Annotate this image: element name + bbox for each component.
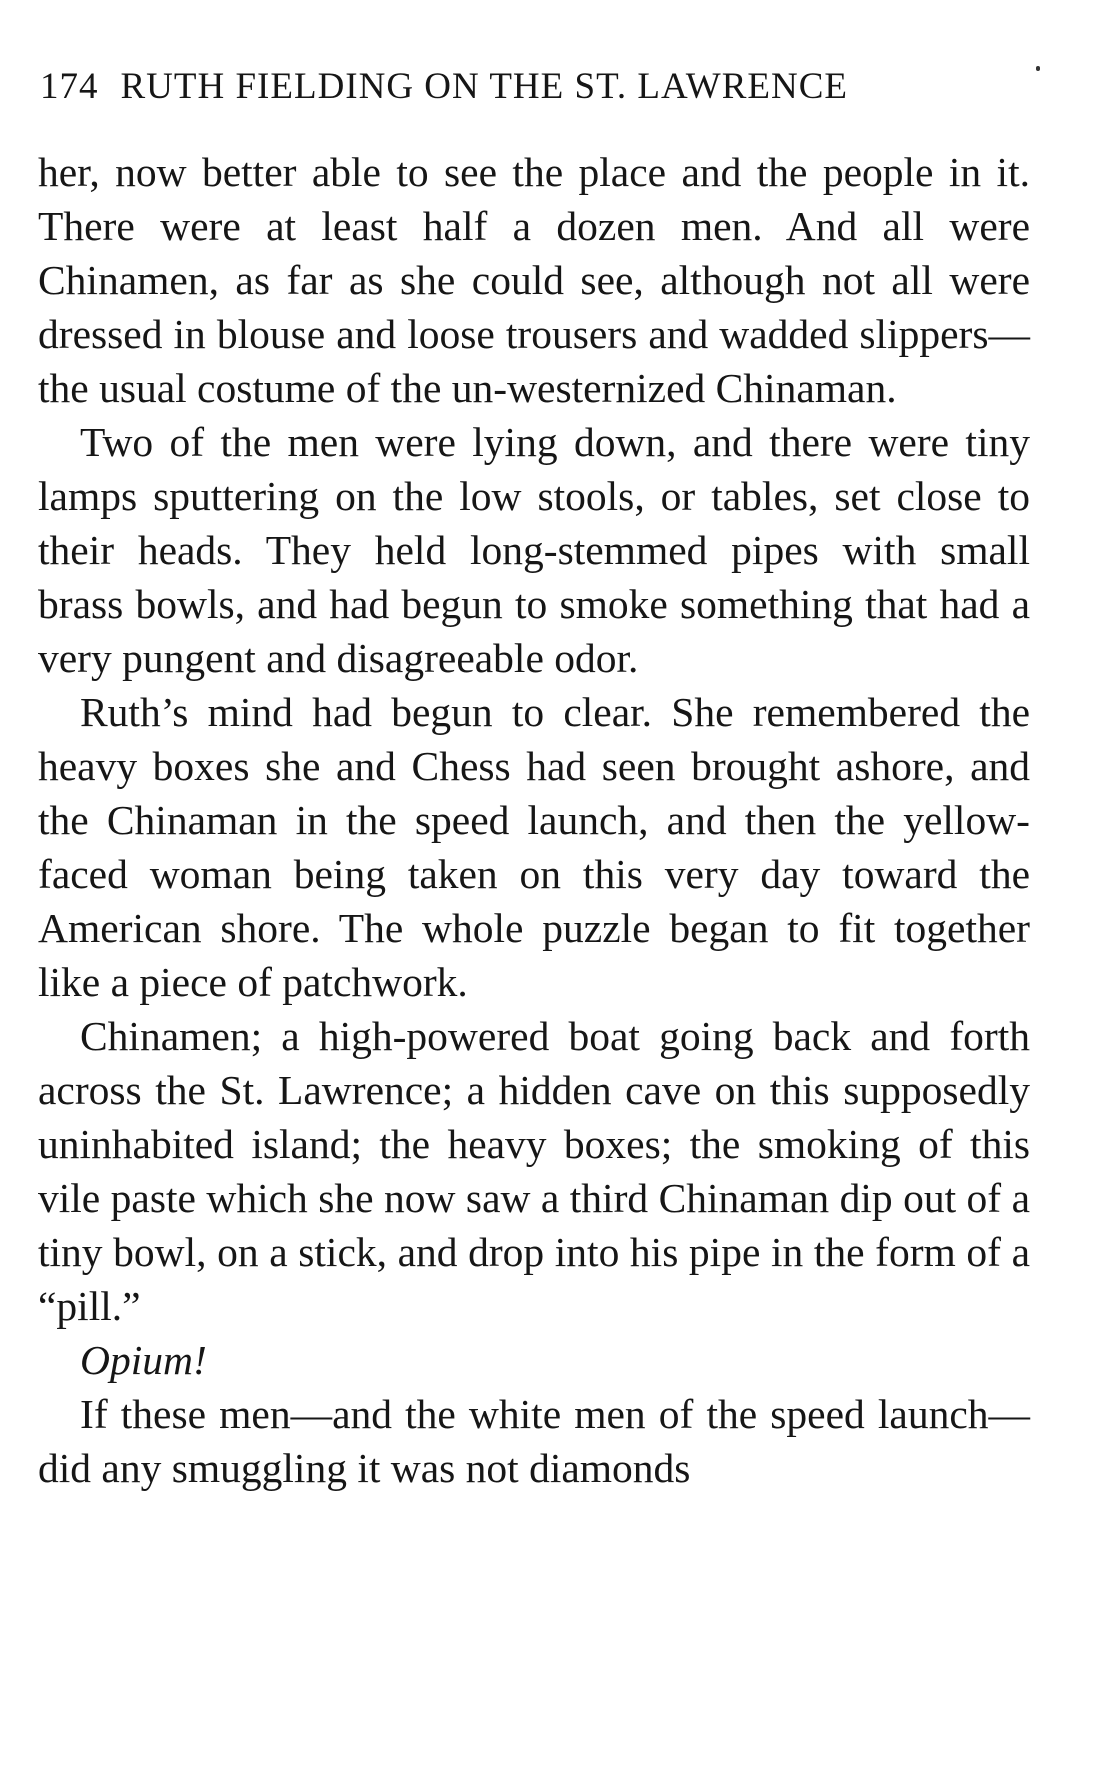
paragraph-smuggling: If these men—and the white men of the speed launch—did any smuggling it was not diamonds [38, 1391, 1030, 1491]
print-speck [1036, 66, 1040, 71]
running-head [40, 62, 1040, 112]
paragraph-chinamen-list: Chinamen; a high-powered boat going back and forth across the St. Lawrence; a hidden cave on this supposedly uninhabited island; the heavy boxes; the smoking of this vile paste which she now saw a third Chinaman dip out of a tiny bowl, on a stick, and drop into his pipe in the form of a “pill.” [38, 1013, 1030, 1329]
paragraph-opium-den: Two of the men were lying down, and there were tiny lamps sputtering on the low stools, or tables, set close to their heads. They held long-stemmed pipes with small brass bowls, and had begun to smoke something that had a very pungent and disagreeable odor. [38, 419, 1030, 681]
page-number: 174 [40, 66, 99, 107]
paragraph-continuation: her, now better able to see the place and the people in it. There were at least half a dozen men. And all were Chinamen, as far as she could see, although not all were dressed in blouse and loose trousers and wadded slippers—the usual costume of the un-westernized Chinaman. [38, 149, 1030, 411]
running-title: RUTH FIELDING ON THE ST. LAWRENCE [120, 66, 848, 107]
body-text [38, 145, 1030, 1495]
paragraph-opium-exclamation: Opium! [80, 1337, 207, 1383]
paragraph-ruths-mind: Ruth’s mind had begun to clear. She remembered the heavy boxes she and Chess had seen brought ashore, and the Chinaman in the speed launch, and then the yellow-faced woman being taken on this very day toward the American shore. The whole puzzle began to fit together like a piece of patchwork. [38, 689, 1030, 1005]
